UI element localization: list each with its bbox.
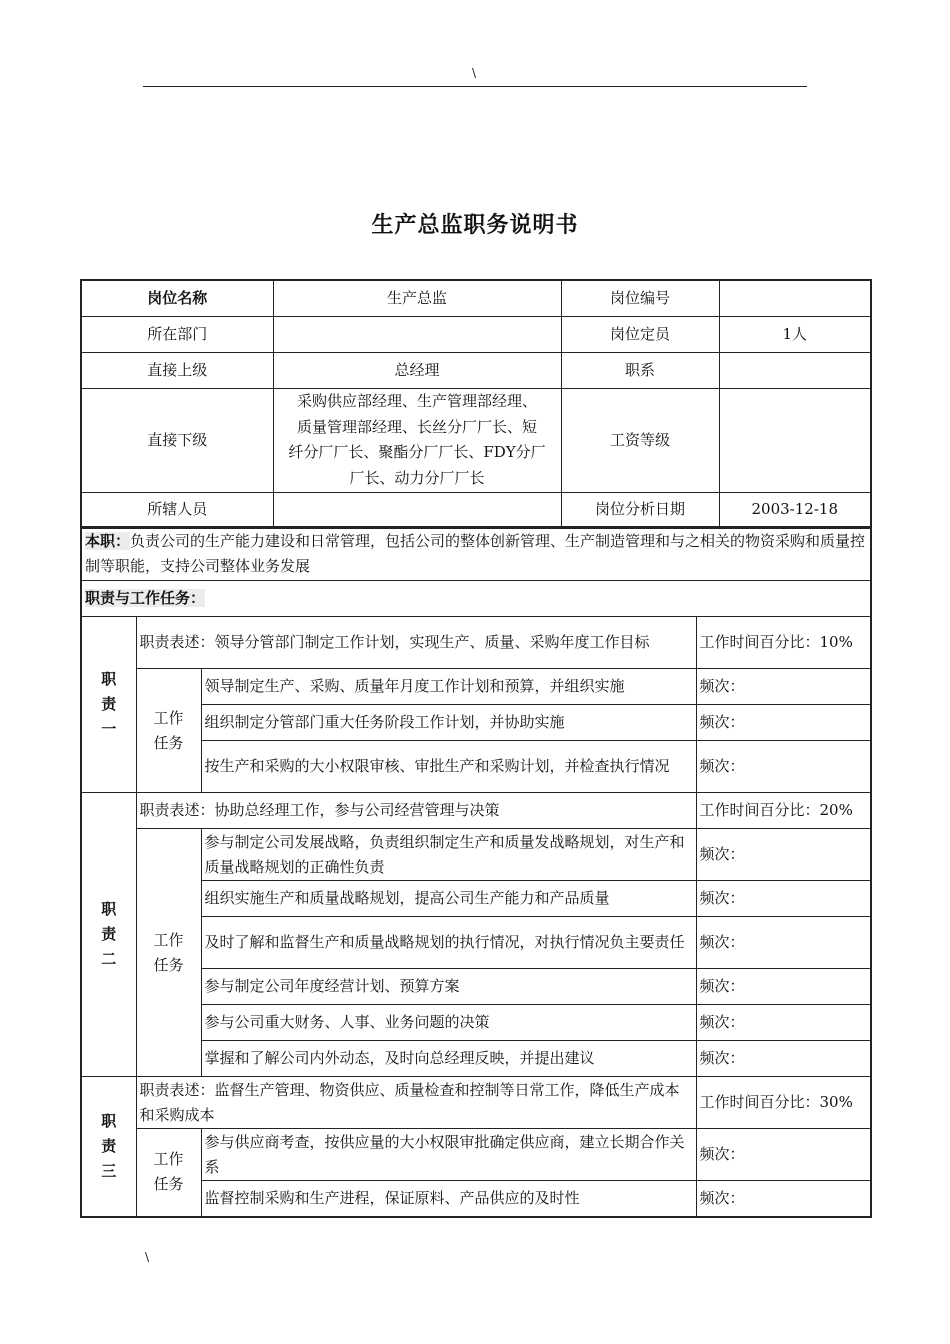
work-task-label-line: 任务 <box>153 1175 184 1194</box>
value-direct-superior: 总经理 <box>273 352 561 388</box>
duty-statement: 职责表述：监督生产管理、物资供应、质量检查和控制等日常工作，降低生产成本和采购成本 <box>136 1077 696 1129</box>
label-direct-superior: 直接上级 <box>81 352 273 388</box>
task-frequency: 频次： <box>696 705 871 741</box>
work-task-label-line: 任务 <box>153 955 184 974</box>
header-mark: \ <box>472 66 477 80</box>
info-row-staff <box>81 492 871 528</box>
time-percentage: 工作时间百分比：30% <box>696 1077 871 1129</box>
footer-mark: \ <box>145 1250 150 1264</box>
task-row <box>81 829 871 881</box>
duty-label <box>81 617 136 793</box>
duties-table <box>80 526 872 1218</box>
label-direct-subordinates: 直接下级 <box>81 388 273 492</box>
duty-summary-row <box>81 527 871 581</box>
task-text: 领导制定生产、采购、质量年月度工作计划和预算，并组织实施 <box>201 669 696 705</box>
task-text: 及时了解和监督生产和质量战略规划的执行情况，对执行情况负主要责任 <box>201 917 696 969</box>
task-frequency: 频次： <box>696 669 871 705</box>
duty-label-char: 职 <box>101 670 117 688</box>
duty-label-char: 三 <box>101 1161 117 1180</box>
task-frequency: 频次： <box>696 881 871 917</box>
task-row <box>81 1129 871 1181</box>
task-frequency: 频次： <box>696 741 871 793</box>
info-row-subordinates <box>81 388 871 492</box>
task-text: 参与制定公司发展战略，负责组织制定生产和质量发战略规划，对生产和质量战略规划的正确性负责 <box>201 829 696 881</box>
time-percentage: 工作时间百分比：20% <box>696 793 871 829</box>
tasks-header-row <box>81 581 871 617</box>
position-info-table <box>80 279 872 529</box>
work-task-label-line: 工作 <box>153 1150 184 1169</box>
duty-statement-row <box>81 1077 871 1129</box>
value-headcount: 1人 <box>719 316 871 352</box>
duty-label <box>81 1077 136 1217</box>
duty-summary <box>81 527 871 581</box>
label-staff: 所辖人员 <box>81 492 273 528</box>
subordinates-line: 质量管理部经理、长丝分厂厂长、短 <box>296 417 537 436</box>
document-title: 生产总监职务说明书 <box>371 213 579 238</box>
work-task-label-line: 任务 <box>153 733 184 752</box>
time-percentage: 工作时间百分比：10% <box>696 617 871 669</box>
duty-label-char: 责 <box>101 695 117 713</box>
value-department <box>273 316 561 352</box>
label-salary-grade: 工资等级 <box>561 388 719 492</box>
label-position-code: 岗位编号 <box>561 280 719 316</box>
duty-statement-row <box>81 793 871 829</box>
task-frequency: 频次： <box>696 969 871 1005</box>
label-position-name: 岗位名称 <box>81 280 273 316</box>
value-salary-grade <box>719 388 871 492</box>
task-frequency: 频次： <box>696 829 871 881</box>
duty-statement-row <box>81 617 871 669</box>
duty-label-char: 职 <box>101 900 117 918</box>
work-task-label-line: 工作 <box>153 930 184 949</box>
task-frequency: 频次： <box>696 1041 871 1077</box>
value-job-series <box>719 352 871 388</box>
duty-summary-text: 负责公司的生产能力建设和日常管理，包括公司的整体创新管理、生产制造管理和与之相关的物资采购和质量控制等职能，支持公司整体业务发展 <box>85 531 866 575</box>
task-text: 组织制定分管部门重大任务阶段工作计划，并协助实施 <box>201 705 696 741</box>
task-text: 按生产和采购的大小权限审核、审批生产和采购计划，并检查执行情况 <box>201 741 696 793</box>
subordinates-line: 采购供应部经理、生产管理部经理、 <box>296 392 537 410</box>
duty-label-char: 责 <box>101 925 117 943</box>
duty-statement: 职责表述：协助总经理工作，参与公司经营管理与决策 <box>136 793 696 829</box>
label-department: 所在部门 <box>81 316 273 352</box>
tasks-header-label: 职责与工作任务： <box>85 589 206 607</box>
task-text: 掌握和了解公司内外动态，及时向总经理反映，并提出建议 <box>201 1041 696 1077</box>
info-row-superior <box>81 352 871 388</box>
task-text: 组织实施生产和质量战略规划，提高公司生产能力和产品质量 <box>201 881 696 917</box>
header-rule <box>143 86 807 87</box>
duty-statement: 职责表述：领导分管部门制定工作计划，实现生产、质量、采购年度工作目标 <box>136 617 696 669</box>
task-text: 监督控制采购和生产进程，保证原料、产品供应的及时性 <box>201 1181 696 1217</box>
value-position-name: 生产总监 <box>273 280 561 316</box>
duty-summary-label: 本职： <box>85 531 131 550</box>
work-task-label-line: 工作 <box>153 708 184 727</box>
label-job-series: 职系 <box>561 352 719 388</box>
label-headcount: 岗位定员 <box>561 316 719 352</box>
task-frequency: 频次： <box>696 1129 871 1181</box>
work-task-label <box>136 829 201 1077</box>
duty-label-char: 一 <box>101 720 117 738</box>
task-row <box>81 669 871 705</box>
duty-label-char: 二 <box>101 950 117 968</box>
value-analysis-date: 2003-12-18 <box>719 492 871 528</box>
value-position-code <box>719 280 871 316</box>
tasks-header <box>81 581 871 617</box>
duty-label-char: 责 <box>101 1136 117 1155</box>
duty-label <box>81 793 136 1077</box>
subordinates-line: 厂长、动力分厂厂长 <box>349 468 485 487</box>
task-text: 参与供应商考查，按供应量的大小权限审批确定供应商，建立长期合作关系 <box>201 1129 696 1181</box>
label-analysis-date: 岗位分析日期 <box>561 492 719 528</box>
value-staff <box>273 492 561 528</box>
task-frequency: 频次： <box>696 917 871 969</box>
subordinates-line: 纤分厂厂长、聚酯分厂厂长、FDY分厂 <box>288 443 546 461</box>
work-task-label <box>136 669 201 793</box>
task-text: 参与制定公司年度经营计划、预算方案 <box>201 969 696 1005</box>
task-text: 参与公司重大财务、人事、业务问题的决策 <box>201 1005 696 1041</box>
duty-label-char: 职 <box>101 1111 117 1130</box>
task-frequency: 频次： <box>696 1005 871 1041</box>
task-frequency: 频次： <box>696 1181 871 1217</box>
value-direct-subordinates <box>273 388 561 492</box>
work-task-label <box>136 1129 201 1217</box>
info-row-dept <box>81 316 871 352</box>
info-row-name <box>81 280 871 316</box>
